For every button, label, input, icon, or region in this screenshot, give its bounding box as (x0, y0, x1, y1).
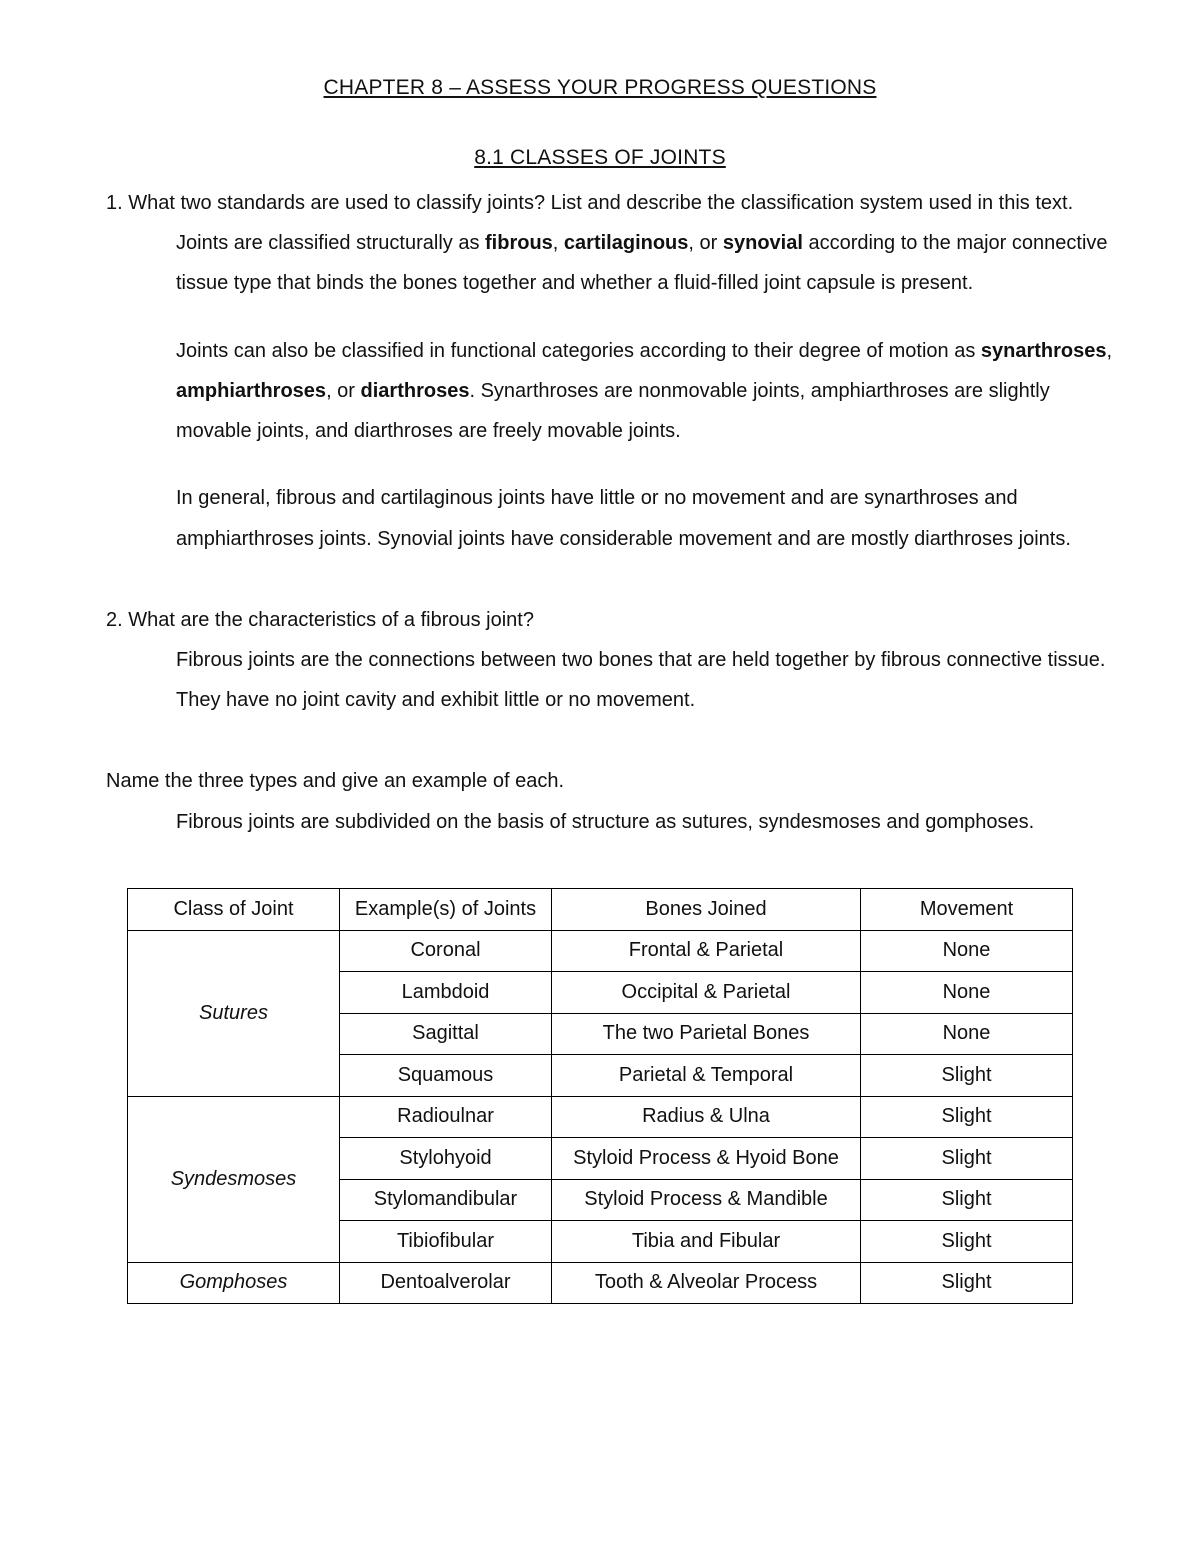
bones-cell: Frontal & Parietal (552, 930, 861, 972)
class-cell-sutures: Sutures (128, 930, 340, 1096)
movement-cell: None (861, 972, 1073, 1014)
answer-1-paragraph-3-line-2: amphiarthroses joints. Synovial joints have considerable movement and are mostly diarthroses joints. (176, 528, 1071, 550)
header-movement: Movement (861, 889, 1073, 931)
movement-cell: Slight (861, 1221, 1073, 1263)
table-row (128, 1096, 1073, 1138)
section-title: 8.1 CLASSES OF JOINTS (474, 146, 726, 169)
answer-2-line-2: They have no joint cavity and exhibit little or no movement. (176, 689, 696, 711)
answer-2-line-1: Fibrous joints are the connections between two bones that are held together by fibrous connective tissue. (176, 649, 1106, 671)
example-cell: Coronal (340, 930, 552, 972)
bones-cell: Tooth & Alveolar Process (552, 1262, 861, 1304)
movement-cell: Slight (861, 1055, 1073, 1097)
bones-cell: Occipital & Parietal (552, 972, 861, 1014)
bones-cell: Styloid Process & Hyoid Bone (552, 1138, 861, 1180)
header-class-of-joint: Class of Joint (128, 889, 340, 931)
example-cell: Lambdoid (340, 972, 552, 1014)
movement-cell: Slight (861, 1262, 1073, 1304)
example-cell: Tibiofibular (340, 1221, 552, 1263)
joint-classification-table (127, 888, 1073, 1304)
question-2: 2. What are the characteristics of a fibrous joint? (106, 609, 534, 631)
answer-1-paragraph-2-line-1: Joints can also be classified in functional categories according to their degree of motion as synarthroses, (176, 340, 1113, 362)
example-cell: Dentoalverolar (340, 1262, 552, 1304)
question-3: Name the three types and give an example of each. (106, 770, 565, 792)
chapter-title: CHAPTER 8 – ASSESS YOUR PROGRESS QUESTIONS (323, 76, 877, 99)
example-cell: Squamous (340, 1055, 552, 1097)
movement-cell: None (861, 1013, 1073, 1055)
bones-cell: Radius & Ulna (552, 1096, 861, 1138)
example-cell: Radioulnar (340, 1096, 552, 1138)
bones-cell: Tibia and Fibular (552, 1221, 861, 1263)
movement-cell: Slight (861, 1179, 1073, 1221)
movement-cell: None (861, 930, 1073, 972)
answer-1-paragraph-1-line-1: Joints are classified structurally as fibrous, cartilaginous, or synovial according to the major connective (176, 232, 1108, 254)
bones-cell: Styloid Process & Mandible (552, 1179, 861, 1221)
class-cell-gomphoses: Gomphoses (128, 1262, 340, 1304)
header-bones-joined: Bones Joined (552, 889, 861, 931)
answer-1-paragraph-3-line-1: In general, fibrous and cartilaginous joints have little or no movement and are synarthroses and (176, 487, 1018, 509)
answer-1-paragraph-2-line-3: movable joints, and diarthroses are freely movable joints. (176, 420, 681, 442)
bones-cell: The two Parietal Bones (552, 1013, 861, 1055)
table-header-row (128, 889, 1073, 931)
table-row (128, 930, 1073, 972)
answer-1-paragraph-1-line-2: tissue type that binds the bones together and whether a fluid-filled joint capsule is present. (176, 272, 974, 294)
movement-cell: Slight (861, 1138, 1073, 1180)
bones-cell: Parietal & Temporal (552, 1055, 861, 1097)
answer-3: Fibrous joints are subdivided on the basis of structure as sutures, syndesmoses and gomphoses. (176, 811, 1035, 833)
table-row (128, 1262, 1073, 1304)
header-examples: Example(s) of Joints (340, 889, 552, 931)
example-cell: Stylohyoid (340, 1138, 552, 1180)
class-cell-syndesmoses: Syndesmoses (128, 1096, 340, 1262)
movement-cell: Slight (861, 1096, 1073, 1138)
answer-1-paragraph-2-line-2: amphiarthroses, or diarthroses. Synarthroses are nonmovable joints, amphiarthroses are slightly (176, 380, 1050, 402)
question-1: 1. What two standards are used to classify joints? List and describe the classification system used in this text. (106, 192, 1074, 214)
example-cell: Stylomandibular (340, 1179, 552, 1221)
example-cell: Sagittal (340, 1013, 552, 1055)
